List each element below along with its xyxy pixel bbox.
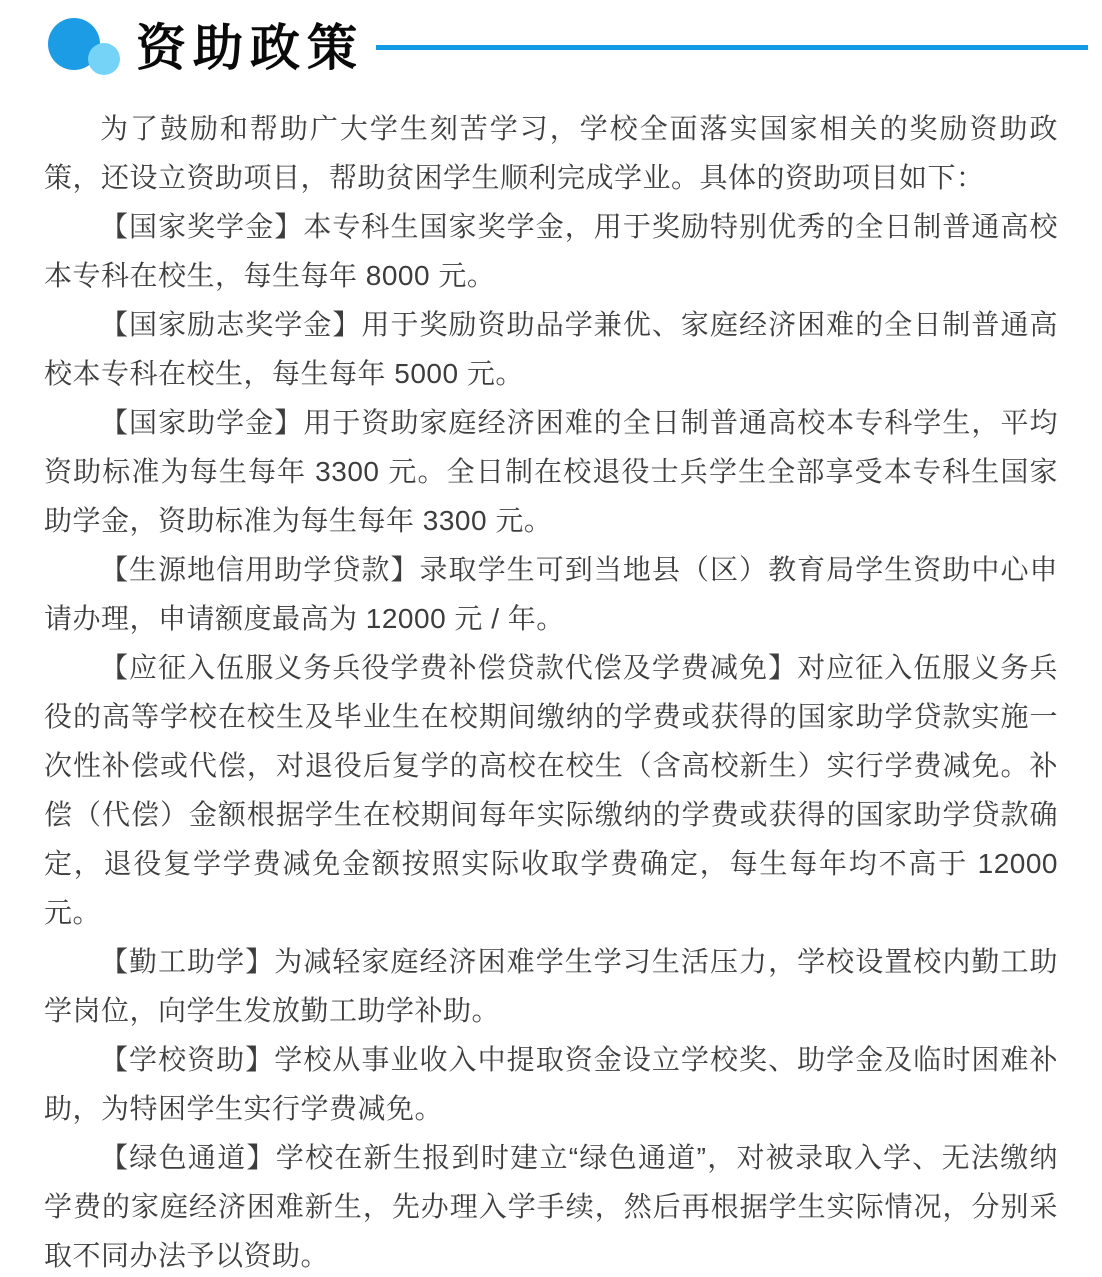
- dual-circle-icon: [48, 16, 120, 76]
- paragraph-work-study: 【勤工助学】为减轻家庭经济困难学生学习生活压力，学校设置校内勤工助学岗位，向学生发放勤工助学补助。: [44, 946, 1058, 1026]
- page-title: 资助政策: [136, 19, 364, 76]
- paragraph-student-origin-loan: 【生源地信用助学贷款】录取学生可到当地县（区）教育局学生资助中心申请办理，申请额度最高为 12000 元 / 年。: [44, 554, 1058, 634]
- title-divider: [376, 45, 1088, 50]
- paragraph-national-inspiration-scholarship: 【国家励志奖学金】用于奖励资助品学兼优、家庭经济困难的全日制普通高校本专科在校生，每生每年 5000 元。: [44, 309, 1058, 389]
- policy-text-block: [0, 104, 1102, 1277]
- paragraph-military-service-tuition: 【应征入伍服义务兵役学费补偿贷款代偿及学费减免】对应征入伍服义务兵役的高等学校在校生及毕业生在校期间缴纳的学费或获得的国家助学贷款实施一次性补偿或代偿，对退役后复学的高校在校生（含高校新生）实行学费减免。补偿（代偿）金额根据学生在校期间每年实际缴纳的学费或获得的国家助学贷款确定，退役复学学费减免金额按照实际收取学费确定，每生每年均不高于 12000 元。: [44, 652, 1058, 928]
- paragraph-national-scholarship: 【国家奖学金】本专科生国家奖学金，用于奖励特别优秀的全日制普通高校本专科在校生，每生每年 8000 元。: [44, 211, 1058, 291]
- paragraph-national-grant: 【国家助学金】用于资助家庭经济困难的全日制普通高校本专科学生，平均资助标准为每生每年 3300 元。全日制在校退役士兵学生全部享受本专科生国家助学金，资助标准为每生每年 3300 元。: [44, 407, 1058, 536]
- section-header: [0, 0, 1102, 78]
- paragraph-school-aid: 【学校资助】学校从事业收入中提取资金设立学校奖、助学金及临时困难补助，为特困学生实行学费减免。: [44, 1044, 1058, 1124]
- small-circle-icon: [88, 43, 120, 75]
- paragraph-intro: 为了鼓励和帮助广大学生刻苦学习，学校全面落实国家相关的奖励资助政策，还设立资助项目，帮助贫困学生顺利完成学业。具体的资助项目如下：: [44, 113, 1058, 193]
- paragraph-green-channel: 【绿色通道】学校在新生报到时建立“绿色通道”，对被录取入学、无法缴纳学费的家庭经济困难新生，先办理入学手续，然后再根据学生实际情况，分别采取不同办法予以资助。: [44, 1142, 1058, 1271]
